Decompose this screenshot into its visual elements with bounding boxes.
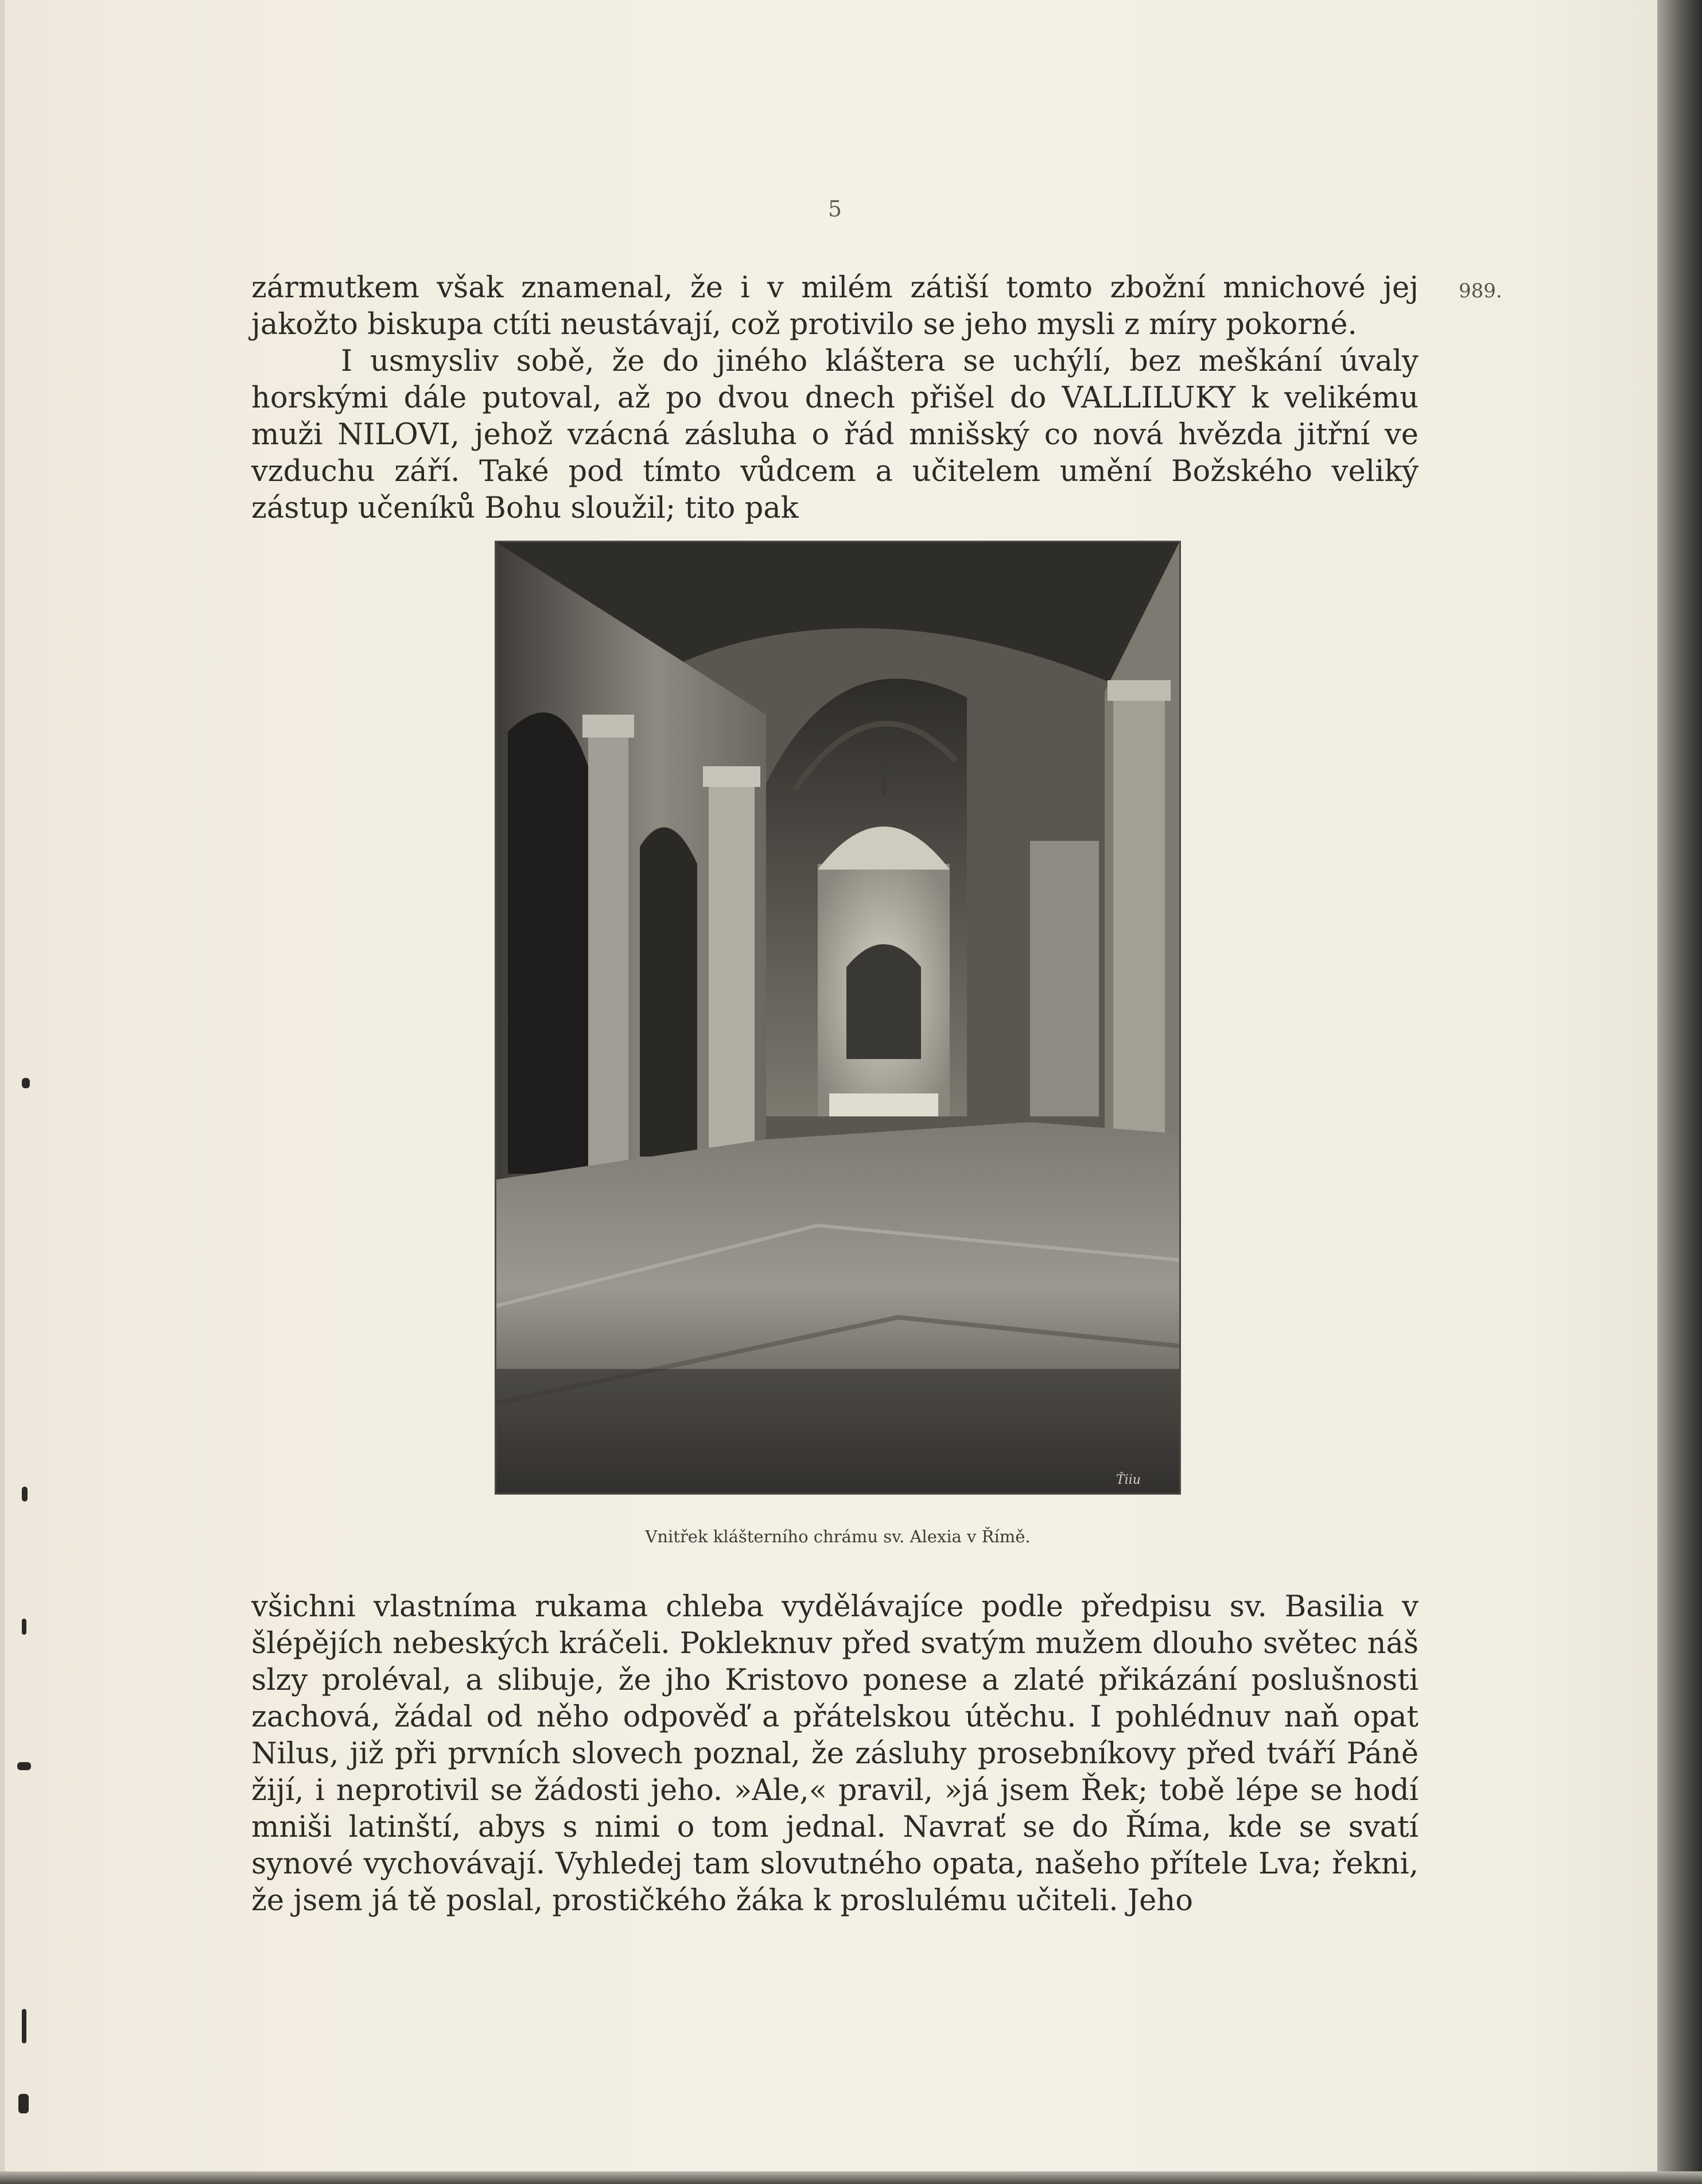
left-arch-opening [508,712,588,1174]
text-block-bottom [251,1589,1419,1919]
nave-pillar [709,783,755,1157]
margin-ink-mark [18,2094,29,2113]
margin-ink-mark [22,1487,28,1502]
artist-signature: Ťiiu [1116,1473,1141,1487]
left-arch-opening [640,827,697,1157]
nave-pillar [1113,692,1165,1134]
church-interior-photograph [495,541,1181,1495]
marginal-year-number: 989. [1459,280,1502,302]
altar-table [829,1093,938,1116]
pillar-capital [703,766,760,787]
cross-icon [881,761,886,795]
cross-icon [874,771,893,775]
transept-wall [1030,841,1099,1116]
page-number: 5 [827,196,842,222]
margin-ink-mark [22,1078,30,1088]
margin-ink-mark [22,2009,26,2043]
margin-ink-mark [17,1762,31,1770]
text-block-top [251,270,1419,527]
altar-niche [846,944,921,1059]
church-interior-illustration [496,542,1179,1493]
floor-shadow [496,1369,1179,1493]
paragraph: I usmysliv sobě, že do jiného kláštera se uchýlí, bez meškání úvaly horskými dále putoval, až po dvou dnech přišel do VALLILUKY k velikému muži NILOVI, jehož vzácná zásluha o řád mnišský co nová hvězda jitřní ve vzduchu září. Také pod tímto vůdcem a učitelem umění Božského veliký zástup učeníků Bohu sloužil; tito pak [251,344,1419,525]
nave-pillar [588,732,628,1180]
figure-caption: Vnitřek klášterního chrámu sv. Alexia v Římě. [645,1527,1031,1546]
paragraph: všichni vlastníma rukama chleba vydělávajíce podle předpisu sv. Basilia v šlépějích nebeských kráčeli. Pokleknuv před svatým mužem dlouho světec náš slzy proléval, a slibuje, že jho Kristovo ponese a zlaté přikázání poslušnosti zachová, žádal od něho odpověď a přátelskou útěchu. I pohlédnuv naň opat Nilus, již při prvních slovech poznal, že zásluhy prosebníkovy před tváří Páně žijí, i neprotivil se žádosti jeho. »Ale,« pravil, »já jsem Řek; tobě lépe se hodí mniši latinští, abys s nimi o tom jednal. Navrať se do Říma, kde se svatí synové vychovávají. Vyhledej tam slovutného opata, našeho přítele Lva; řekni, že jsem já tě poslal, prostičkého žáka k proslulému učiteli. Jeho [251,1590,1419,1918]
margin-ink-mark [22,1619,26,1635]
paragraph: zármutkem však znamenal, že i v milém zátiší tomto zbožní mnichové jej jakožto biskupa ctíti neustávají, což protivilo se jeho mysli z míry pokorné. [251,271,1419,342]
page-left-edge [0,0,5,2184]
page-bottom-edge [0,2171,1702,2184]
page-right-edge [1657,0,1702,2184]
pillar-capital [1108,680,1171,701]
pillar-capital [582,715,634,738]
